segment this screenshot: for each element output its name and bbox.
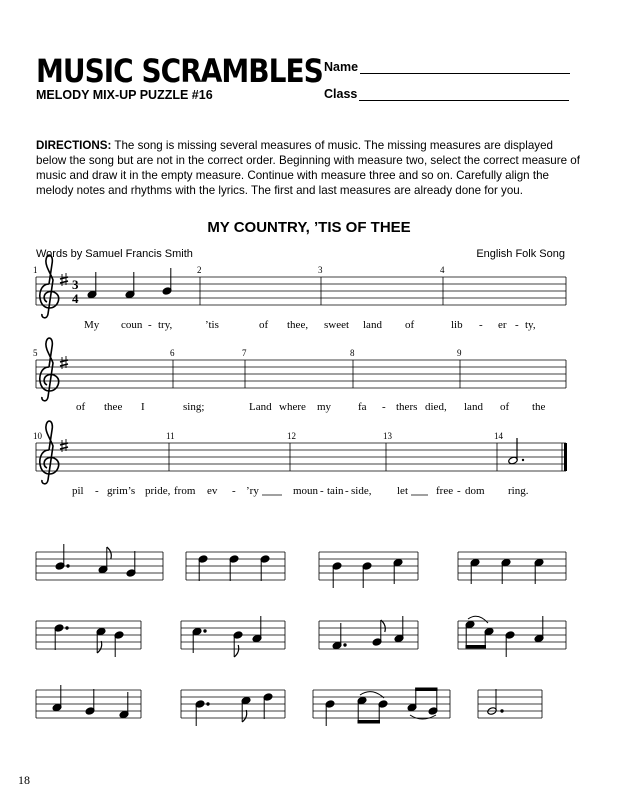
staff-system-2 (33, 338, 566, 413)
lyric-syllable: land (363, 319, 382, 331)
lyric-syllable: I (141, 401, 145, 413)
lyric-syllable: sing; (183, 401, 205, 413)
lyric-syllable: of (500, 401, 510, 413)
lyricist-credit: Words by Samuel Francis Smith (36, 248, 193, 260)
lyric-syllable: thers (396, 401, 418, 413)
puzzle-subtitle: MELODY MIX-UP PUZZLE #16 (36, 88, 213, 102)
lyric-syllable: free (436, 485, 454, 497)
lyric-syllable: moun (293, 485, 319, 497)
lyric-syllable: of (259, 319, 269, 331)
choice-measure[interactable] (325, 688, 438, 726)
name-label: Name (324, 60, 359, 74)
choice-measure[interactable] (465, 616, 544, 657)
lyric-hyphen: - (95, 485, 99, 497)
measure-number: 13 (383, 431, 392, 441)
measure-number: 3 (318, 265, 323, 275)
measure-number: 6 (170, 348, 175, 358)
lyric-syllable: fa (358, 401, 367, 413)
measure-number: 12 (287, 431, 296, 441)
lyric-hyphen: - (382, 401, 386, 413)
measure-number: 9 (457, 348, 462, 358)
time-signature-bottom: 4 (72, 291, 79, 306)
treble-clef-icon (40, 421, 59, 484)
lyric-syllable: My (84, 319, 100, 331)
lyric-syllable: tain (327, 485, 344, 497)
composer-credit: English Folk Song (476, 248, 565, 260)
lyric-syllable: where (279, 401, 306, 413)
time-signature-top: 3 (72, 277, 79, 292)
lyric-syllable: dom (465, 485, 485, 497)
lyric-syllable: sweet (324, 319, 350, 331)
lyric-syllable: ’ry (246, 485, 259, 497)
choice-measure[interactable] (54, 624, 124, 657)
measure-number: 1 (33, 265, 38, 275)
staff-system-1 (33, 255, 566, 331)
lyric-syllable: try, (158, 319, 173, 331)
choice-measure[interactable] (192, 616, 262, 657)
measure-number: 7 (242, 348, 247, 358)
measure-number: 4 (440, 265, 445, 275)
lyric-hyphen: - (232, 485, 236, 497)
worksheet-title: MUSIC SCRAMBLES (36, 52, 323, 90)
lyric-syllable: side, (351, 485, 372, 497)
choice-measure[interactable] (55, 544, 136, 577)
treble-clef-icon (40, 255, 59, 318)
lyric-hyphen: - (457, 485, 461, 497)
lyric-syllable: thee (104, 401, 123, 413)
measure-number: 14 (494, 431, 503, 441)
treble-clef-icon (40, 338, 59, 401)
lyric-syllable: the (532, 401, 546, 413)
lyric-syllable: ’tis (205, 319, 219, 331)
dot (522, 459, 524, 461)
page-number: 18 (18, 773, 30, 787)
lyric-hyphen: - (345, 485, 349, 497)
lyric-syllable: died, (425, 401, 447, 413)
measure-number: 10 (33, 431, 42, 441)
lyric-syllable: of (405, 319, 415, 331)
final-barline (564, 443, 567, 471)
lyric-syllable: ty, (525, 319, 536, 331)
measure-number: 8 (350, 348, 355, 358)
lyric-hyphen: - (320, 485, 324, 497)
lyric-syllable: let (397, 485, 408, 497)
staff-system-3 (33, 421, 567, 497)
lyric-syllable: Land (249, 401, 272, 413)
lyric-hyphen: - (515, 319, 519, 331)
lyric-syllable: ring. (508, 485, 529, 497)
directions-text: The song is missing several measures of music. The missing measures are displayed below the song but are not in the correct order. Beginning with measure two, select the correct measure of music and draw it in the empty measure. Continue with measure three and so on. Carefully align the melody notes and rhythms with the lyrics. The first and last measures are already done for you. (36, 139, 580, 197)
lyric-syllable: of (76, 401, 86, 413)
measure-number: 2 (197, 265, 202, 275)
measure-number: 5 (33, 348, 38, 358)
lyric-syllable: land (464, 401, 483, 413)
lyric-syllable: er (498, 319, 507, 331)
lyric-syllable: pride, (145, 485, 171, 497)
choice-measure[interactable] (195, 693, 273, 726)
directions-label: DIRECTIONS: (36, 139, 112, 152)
lyric-syllable: coun (121, 319, 143, 331)
lyric-syllable: pil (72, 485, 84, 497)
lyric-hyphen: - (148, 319, 152, 331)
class-label: Class (324, 87, 358, 101)
measure-number: 11 (166, 431, 175, 441)
lyric-syllable: my (317, 401, 332, 413)
lyric-syllable: thee, (287, 319, 309, 331)
answer-choices (36, 544, 566, 726)
song-title: MY COUNTRY, ’TIS OF THEE (207, 219, 411, 236)
lyric-hyphen: - (479, 319, 483, 331)
lyric-syllable: from (174, 485, 196, 497)
lyric-syllable: grim’s (107, 485, 136, 497)
lyric-syllable: ev (207, 485, 218, 497)
lyric-syllable: lib (451, 319, 463, 331)
